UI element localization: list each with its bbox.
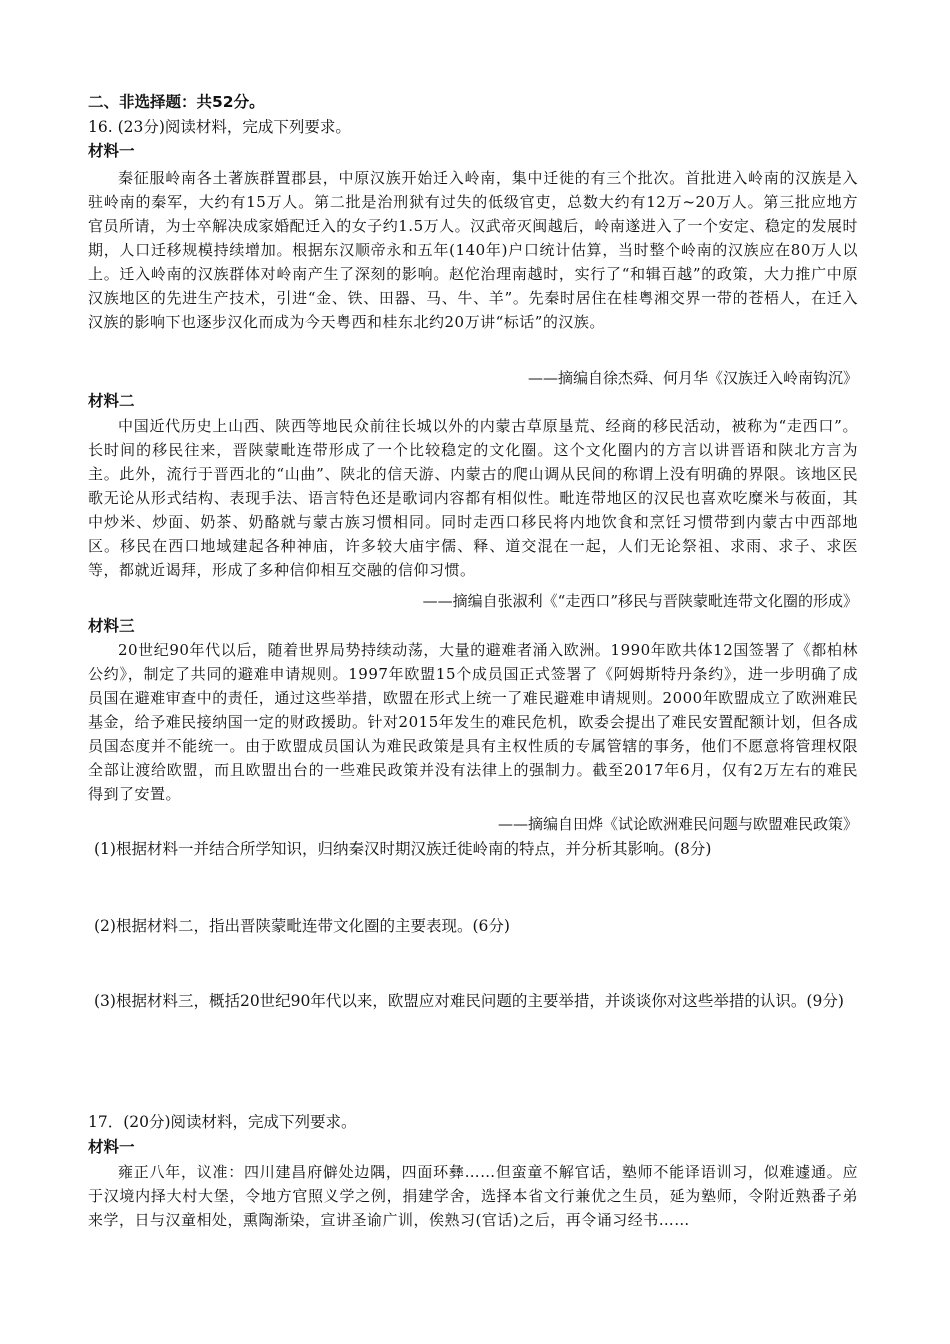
- q17-material1-label: 材料一: [88, 1138, 135, 1156]
- q16-material2-text: 中国近代历史上山西、陕西等地民众前往长城以外的内蒙古草原垦荒、经商的移民活动，被称为“走西口”。长时间的移民往来，晋陕蒙毗连带形成了一个比较稳定的文化圈。这个文化圈内的方言以讲晋语和陕北方言为主。此外，流行于晋西北的“山曲”、陕北的信天游、内蒙古的爬山调从民间的称谓上没有明确的界限。该地区民歌无论从形式结构、表现手法、语言特色还是歌词内容都有相似性。毗连带地区的汉民也喜欢吃糜米与莜面，其中炒米、炒面、奶茶、奶酪就与蒙古族习惯相同。同时走西口移民将内地饮食和烹饪习惯带到内蒙古中西部地区。移民在西口地域建起各种神庙，许多较大庙宇儒、释、道交混在一起，人们无论祭祖、求雨、求子、求医等，都就近谒拜，形成了多种信仰相互交融的信仰习惯。: [88, 417, 858, 579]
- q16-subquestion-2: (2)根据材料二，指出晋陕蒙毗连带文化圈的主要表现。(6分): [94, 917, 510, 935]
- q16-material3-text: 20世纪90年代以后，随着世界局势持续动荡，大量的避难者涌入欧洲。1990年欧共体12国签署了《都柏林公约》，制定了共同的避难申请规则。1997年欧盟15个成员国正式签署了《阿姆斯特丹条约》，进一步明确了成员国在避难审查中的责任，通过这些举措，欧盟在形式上统一了难民避难申请规则。2000年欧盟成立了欧洲难民基金，给予难民接纳国一定的财政援助。针对2015年发生的难民危机，欧委会提出了难民安置配额计划，但各成员国态度并不能统一。由于欧盟成员国认为难民政策是具有主权性质的专属管辖的事务，他们不愿意将管理权限全部让渡给欧盟，而且欧盟出台的一些难民政策并没有法律上的强制力。截至2017年6月，仅有2万左右的难民得到了安置。: [88, 641, 858, 803]
- q16-material1-text: 秦征服岭南各土著族群置郡县，中原汉族开始迁入岭南，集中迁徙的有三个批次。首批进入岭南的汉族是入驻岭南的秦军，大约有15万人。第二批是治刑狱有过失的低级官吏，总数大约有12万~20万人。第三批应地方官员所请，为士卒解决成家婚配迁入的女子约1.5万人。汉武帝灭闽越后，岭南遂进入了一个安定、稳定的发展时期，人口迁移规模持续增加。根据东汉顺帝永和五年(140年)户口统计估算，当时整个岭南的汉族应在80万人以上。迁入岭南的汉族群体对岭南产生了深刻的影响。赵佗治理南越时，实行了“和辑百越”的政策，大力推广中原汉族地区的先进生产技术，引进“金、铁、田器、马、牛、羊”。先秦时居住在桂粤湘交界一带的苍梧人，在迁入汉族的影响下也逐步汉化而成为今天粤西和桂东北约20万讲“标话”的汉族。: [88, 169, 858, 331]
- q16-subquestion-3: (3)根据材料三，概括20世纪90年代以来，欧盟应对难民问题的主要举措，并谈谈你对这些举措的认识。(9分): [94, 992, 844, 1010]
- question-16-stem: 16. (23分)阅读材料，完成下列要求。: [88, 118, 351, 136]
- q16-material3-label: 材料三: [88, 617, 135, 635]
- q16-subquestion-1: (1)根据材料一并结合所学知识，归纳秦汉时期汉族迁徙岭南的特点，并分析其影响。(8分): [94, 840, 712, 858]
- q16-material1-label: 材料一: [88, 142, 135, 160]
- q16-material1-source: ——摘编自徐杰舜、何月华《汉族迁入岭南钩沉》: [527, 369, 858, 387]
- section-heading: 二、非选择题：共52分。: [88, 93, 265, 111]
- q16-material3-source: ——摘编自田烨《试论欧洲难民问题与欧盟难民政策》: [497, 815, 858, 833]
- q16-material2-source: ——摘编自张淑利《“走西口”移民与晋陕蒙毗连带文化圈的形成》: [422, 592, 858, 610]
- q17-material1-text: 雍正八年，议准：四川建昌府僻处边隅，四面环彝……但蛮童不解官话，塾师不能译语训习，似难遽通。应于汉境内择大村大堡，令地方官照义学之例，捐建学舍，选择本省文行兼优之生员，延为塾师，令附近熟番子弟来学，日与汉童相处，熏陶渐染，宣讲圣谕广训，俟熟习(官话)之后，再令诵习经书……: [88, 1163, 858, 1229]
- question-17-stem: 17．(20分)阅读材料，完成下列要求。: [88, 1113, 357, 1131]
- q16-material2-label: 材料二: [88, 392, 135, 410]
